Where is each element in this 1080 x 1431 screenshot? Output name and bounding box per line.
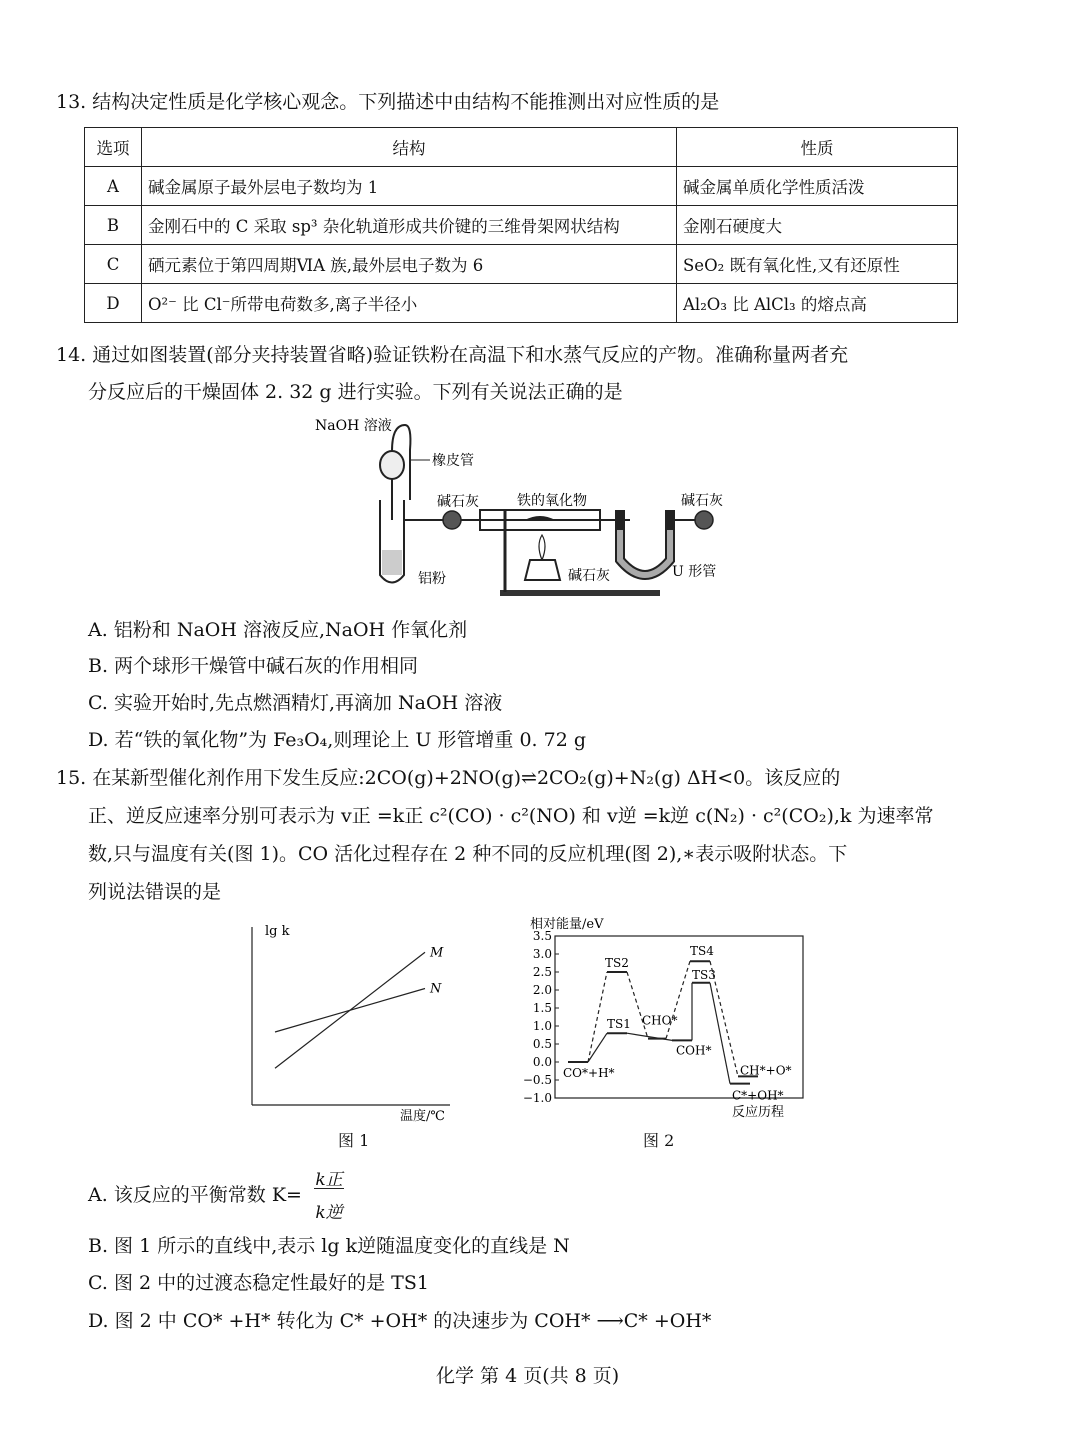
fig2-ytick-label: 0.0 — [532, 1055, 552, 1069]
fig2-xlabel: 反应历程 — [732, 1105, 785, 1120]
row-option: C — [85, 245, 142, 284]
fig2-state-label: TS2 — [605, 956, 629, 970]
label-soda-lime-2: 碱石灰 — [568, 568, 610, 584]
fig1-label-N: N — [430, 981, 442, 997]
iron-oxide-sample — [525, 516, 555, 520]
q13-stem: 13. 结构决定性质是化学核心观念。下列描述中由结构不能推测出对应性质的是 — [56, 91, 720, 113]
fig2-ytick-label: 3.0 — [532, 947, 552, 961]
q15-option-c: C. 图 2 中的过渡态稳定性最好的是 TS1 — [88, 1272, 429, 1294]
fig1-line-N — [275, 989, 425, 1033]
label-naoh: NaOH 溶液 — [315, 418, 392, 434]
figure-1-chart — [240, 915, 480, 1125]
table-row — [85, 206, 958, 245]
figure-2-caption: 图 2 — [643, 1131, 675, 1150]
fraction-bar — [314, 1188, 344, 1189]
fig1-xlabel: 温度/℃ — [400, 1109, 445, 1124]
row-option: B — [85, 206, 142, 245]
row-structure: 硒元素位于第四周期ⅥA 族,最外层电子数为 6 — [142, 245, 677, 284]
q15-option-b: B. 图 1 所示的直线中,表示 lg k逆随温度变化的直线是 N — [88, 1235, 570, 1257]
fig2-state-label: CHO* — [642, 1013, 678, 1028]
fig2-ytick-label: 3.5 — [532, 929, 552, 943]
drying-tube-1 — [443, 511, 461, 529]
fig2-connector — [710, 961, 738, 1076]
q14-stem-line2: 分反应后的干燥固体 2. 32 g 进行实验。下列有关说法正确的是 — [88, 381, 623, 403]
label-soda-lime-1: 碱石灰 — [437, 494, 479, 510]
fig2-state-label: C*+OH* — [732, 1088, 784, 1103]
row-structure: O²⁻ 比 Cl⁻所带电荷数多,离子半径小 — [142, 284, 677, 323]
fig1-label-M: M — [430, 945, 444, 961]
q15-option-a-prefix: A. 该反应的平衡常数 K= — [88, 1184, 302, 1206]
fig2-ylabel: 相对能量/eV — [530, 917, 604, 932]
row-property: Al₂O₃ 比 AlCl₃ 的熔点高 — [677, 284, 958, 323]
label-soda-lime-3: 碱石灰 — [681, 493, 723, 509]
stand-base — [500, 590, 660, 596]
q15-line4: 列说法错误的是 — [88, 881, 222, 903]
fraction-numerator: k正 — [315, 1170, 343, 1190]
figure-2-chart — [510, 910, 810, 1120]
funnel-bulb — [380, 451, 404, 479]
fig2-ytick-label: 1.0 — [532, 1019, 552, 1033]
header-structure: 结构 — [142, 128, 677, 167]
aluminum-powder — [382, 550, 402, 575]
fig2-ytick-label: −1.0 — [522, 1091, 552, 1105]
table-header-row — [85, 128, 958, 167]
table-row — [85, 167, 958, 206]
header-property: 性质 — [677, 128, 958, 167]
table-row — [85, 284, 958, 323]
q15-option-d: D. 图 2 中 CO* +H* 转化为 C* +OH* 的决速步为 COH* ⟶C* +OH* — [88, 1310, 712, 1332]
apparatus-diagram — [300, 410, 740, 605]
fig2-state-label: TS4 — [690, 944, 714, 959]
header-option: 选项 — [85, 128, 142, 167]
row-structure: 碱金属原子最外层电子数均为 1 — [142, 167, 677, 206]
q13-table — [84, 127, 958, 323]
q14-option-c: C. 实验开始时,先点燃酒精灯,再滴加 NaOH 溶液 — [88, 692, 503, 714]
label-aluminum: 铝粉 — [418, 571, 446, 587]
row-property: 碱金属单质化学性质活泼 — [677, 167, 958, 206]
q14-option-a: A. 铝粉和 NaOH 溶液反应,NaOH 作氧化剂 — [88, 619, 468, 641]
fraction-denominator: k逆 — [315, 1203, 343, 1223]
alcohol-lamp — [525, 560, 560, 580]
q15-line3: 数,只与温度有关(图 1)。CO 活化过程存在 2 种不同的反应机理(图 2),∗表示吸附状态。下 — [88, 843, 848, 865]
row-property: 金刚石硬度大 — [677, 206, 958, 245]
q14-option-b: B. 两个球形干燥管中碱石灰的作用相同 — [88, 655, 419, 677]
row-option: D — [85, 284, 142, 323]
fig2-state-label: TS1 — [607, 1017, 631, 1032]
fig2-ytick-label: 2.5 — [532, 965, 552, 979]
fig2-state-label: CH*+O* — [740, 1063, 792, 1078]
label-rubber-tube: 橡皮管 — [432, 453, 474, 469]
fig2-ytick-label: 0.5 — [532, 1037, 552, 1051]
fig2-state-label: CO*+H* — [563, 1066, 615, 1080]
q14-stem-line1: 14. 通过如图装置(部分夹持装置省略)验证铁粉在高温下和水蒸气反应的产物。准确称量两者充 — [56, 344, 849, 366]
fig1-ylabel: lg k — [265, 924, 290, 939]
label-u-tube: U 形管 — [672, 564, 717, 580]
fig2-ytick-label: 1.5 — [532, 1001, 552, 1015]
figure-1-caption: 图 1 — [338, 1131, 370, 1150]
fig2-ytick-label: 2.0 — [532, 983, 552, 997]
fig2-state-label: COH* — [676, 1043, 712, 1058]
q14-option-d: D. 若“铁的氧化物”为 Fe₃O₄,则理论上 U 形管增重 0. 72 g — [88, 729, 587, 751]
q15-line2: 正、逆反应速率分别可表示为 v正 =k正 c²(CO) · c²(NO) 和 v逆 =k逆 c(N₂) · c²(CO₂),k 为速率常 — [88, 805, 934, 827]
row-structure: 金刚石中的 C 采取 sp³ 杂化轨道形成共价键的三维骨架网状结构 — [142, 206, 677, 245]
row-option: A — [85, 167, 142, 206]
page-footer: 化学 第 4 页(共 8 页) — [436, 1365, 620, 1387]
row-property: SeO₂ 既有氧化性,又有还原性 — [677, 245, 958, 284]
fig2-ytick-label: −0.5 — [522, 1073, 552, 1087]
fig2-state-label: TS3 — [692, 967, 716, 982]
flame — [539, 535, 545, 560]
table-row — [85, 245, 958, 284]
q15-line1: 15. 在某新型催化剂作用下发生反应:2CO(g)+2NO(g)⇌2CO₂(g)+N₂(g) ΔH<0。该反应的 — [56, 767, 841, 789]
label-iron-oxide: 铁的氧化物 — [517, 493, 587, 509]
drying-tube-2 — [695, 511, 713, 529]
